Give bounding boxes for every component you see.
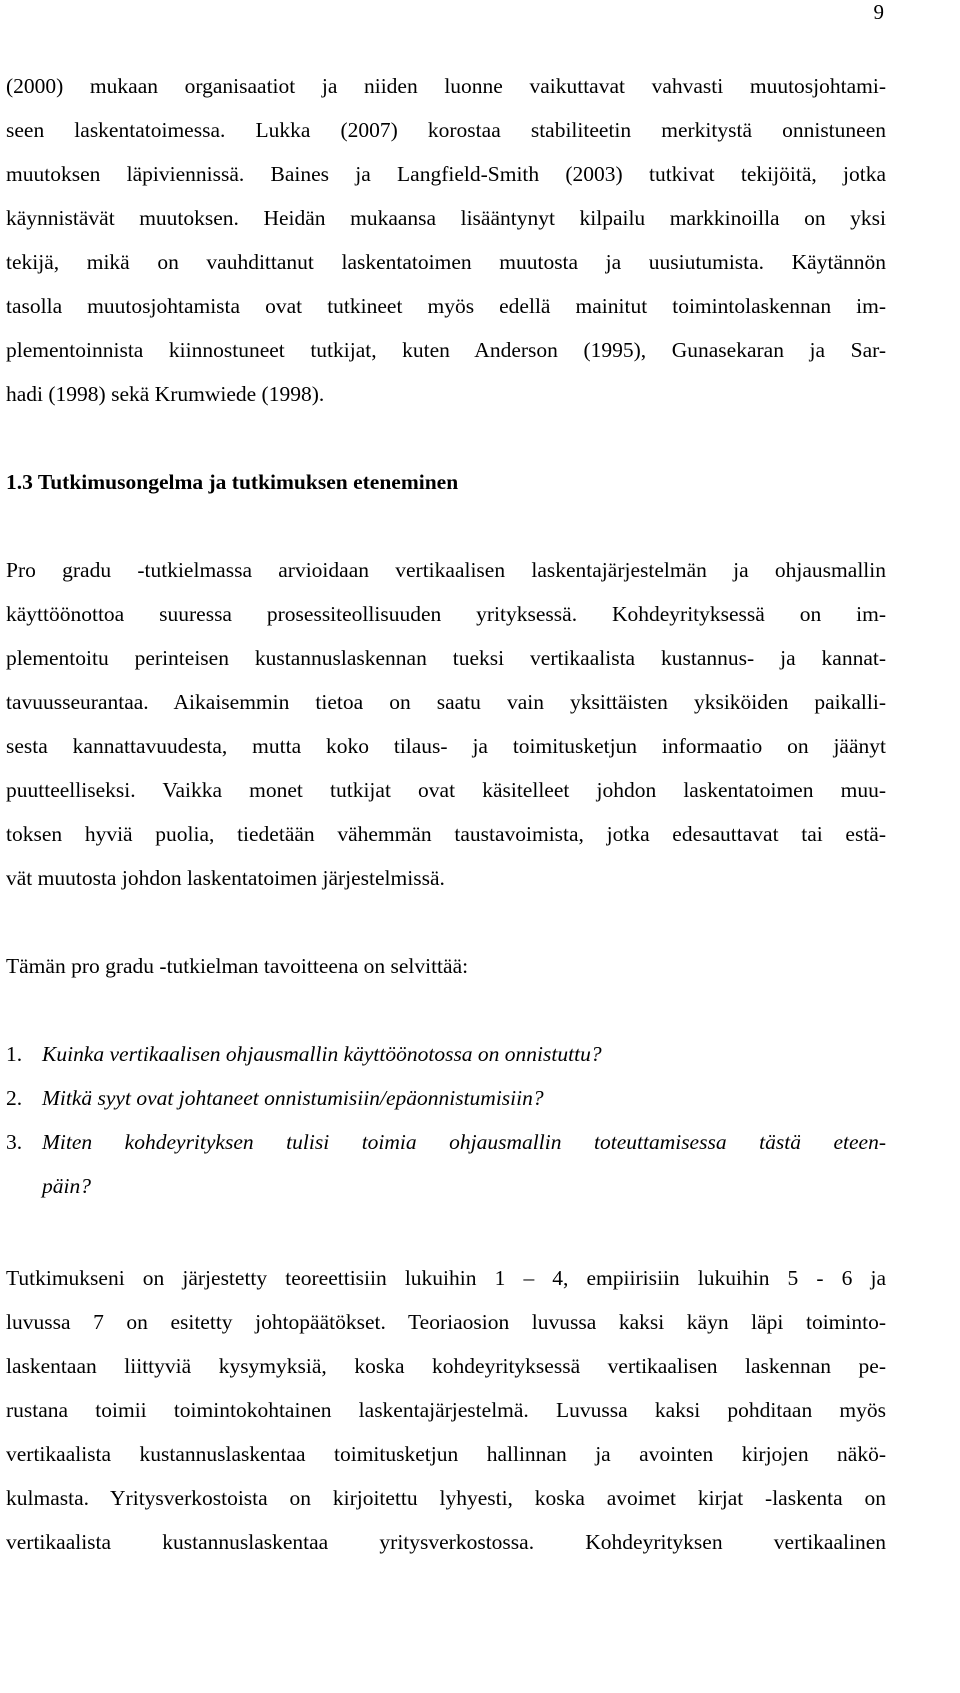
text-line: vät muutosta johdon laskentatoimen järjestelmissä. xyxy=(6,866,445,890)
question-text: Kuinka vertikaalisen ohjausmallin käyttöönotossa on onnistuttu? xyxy=(42,1042,602,1066)
text-line: sesta kannattavuudesta, mutta koko tilaus- ja toimitusketjun informaatio on jäänyt xyxy=(6,734,886,758)
text-line: luvussa 7 on esitetty johtopäätökset. Teoriaosion luvussa kaksi käyn läpi toiminto- xyxy=(6,1310,886,1334)
text-line: tekijä, mikä on vauhdittanut laskentatoimen muutosta ja uusiutumista. Käytännön xyxy=(6,250,886,274)
goal-intro xyxy=(6,944,886,988)
text-line: käynnistävät muutoksen. Heidän mukaansa lisääntynyt kilpailu markkinoilla on yksi xyxy=(6,206,886,230)
text-line: plementoitu perinteisen kustannuslaskennan tueksi vertikaalista kustannus- ja kannat- xyxy=(6,646,886,670)
text-line: plementoinnista kiinnostuneet tutkijat, kuten Anderson (1995), Gunasekaran ja Sar- xyxy=(6,338,886,362)
question-text: Miten kohdeyrityksen tulisi toimia ohjausmallin toteuttamisessa tästä eteen- xyxy=(42,1130,886,1154)
question-text: päin? xyxy=(42,1174,91,1198)
research-question xyxy=(6,1120,886,1208)
text-line: tavuusseurantaa. Aikaisemmin tietoa on saatu vain yksittäisten yksiköiden paikalli- xyxy=(6,690,886,714)
page-number: 9 xyxy=(873,0,884,24)
section-heading: 1.3 Tutkimusongelma ja tutkimuksen eteneminen xyxy=(6,470,459,494)
text-line: Pro gradu -tutkielmassa arvioidaan vertikaalisen laskentajärjestelmän ja ohjausmallin xyxy=(6,558,886,582)
text-line: hadi (1998) sekä Krumwiede (1998). xyxy=(6,382,325,406)
question-number: 1. xyxy=(6,1042,23,1066)
text-line: käyttöönottoa suuressa prosessiteollisuuden yrityksessä. Kohdeyrityksessä on im- xyxy=(6,602,886,626)
text-line: Tutkimukseni on järjestetty teoreettisiin lukuihin 1 – 4, empiirisiin lukuihin 5 - 6 ja xyxy=(6,1266,886,1290)
text-line: puutteelliseksi. Vaikka monet tutkijat ovat käsitelleet johdon laskentatoimen muu- xyxy=(6,778,886,802)
research-question xyxy=(6,1032,886,1076)
intro-paragraph xyxy=(6,64,886,416)
text-line: laskentaan liittyviä kysymyksiä, koska kohdeyrityksessä vertikaalisen laskennan pe- xyxy=(6,1354,886,1378)
text-line: tasolla muutosjohtamista ovat tutkineet myös edellä mainitut toimintolaskennan im- xyxy=(6,294,886,318)
text-line: vertikaalista kustannuslaskentaa toimitusketjun hallinnan ja avointen kirjojen näkö- xyxy=(6,1442,886,1466)
text-line: seen laskentatoimessa. Lukka (2007) korostaa stabiliteetin merkitystä onnistuneen xyxy=(6,118,886,142)
question-text: Mitkä syyt ovat johtaneet onnistumisiin/epäonnistumisiin? xyxy=(42,1086,544,1110)
text-line: Tämän pro gradu -tutkielman tavoitteena on selvittää: xyxy=(6,954,469,978)
text-line: (2000) mukaan organisaatiot ja niiden luonne vaikuttavat vahvasti muutosjohtami- xyxy=(6,74,886,98)
text-line: vertikaalista kustannuslaskentaa yritysverkostossa. Kohdeyrityksen vertikaalinen xyxy=(6,1530,886,1554)
research-question xyxy=(6,1076,886,1120)
question-number: 3. xyxy=(6,1130,23,1154)
question-number: 2. xyxy=(6,1086,23,1110)
structure-paragraph xyxy=(6,1256,886,1564)
document-body xyxy=(6,64,886,1564)
text-line: rustana toimii toimintokohtainen laskentajärjestelmä. Luvussa kaksi pohditaan myös xyxy=(6,1398,886,1422)
problem-paragraph xyxy=(6,548,886,900)
text-line: muutoksen läpiviennissä. Baines ja Langfield-Smith (2003) tutkivat tekijöitä, jotka xyxy=(6,162,886,186)
text-line: kulmasta. Yritysverkostoista on kirjoitettu lyhyesti, koska avoimet kirjat -laskenta on xyxy=(6,1486,886,1510)
text-line: toksen hyviä puolia, tiedetään vähemmän taustavoimista, jotka edesauttavat tai estä- xyxy=(6,822,886,846)
research-questions xyxy=(6,1032,886,1208)
